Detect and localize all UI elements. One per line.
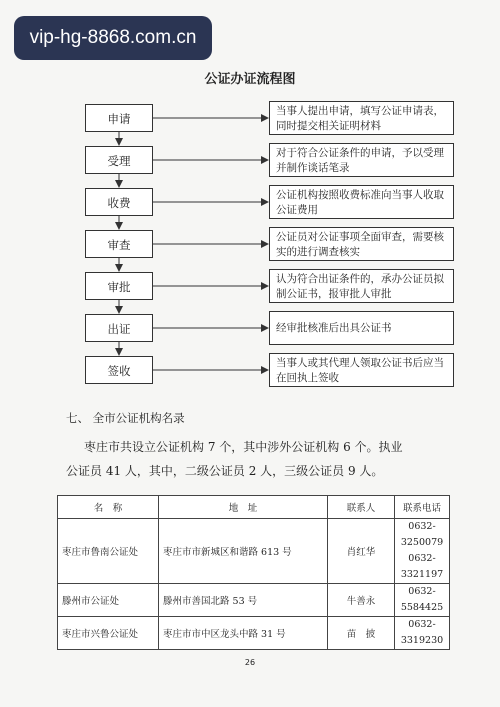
cell-name: 枣庄市兴鲁公证处 <box>58 617 159 650</box>
section-title: 七、 全市公证机构名录 <box>66 411 185 425</box>
flow-step-description-3: 公证机构按照收费标准向当事人收取公证费用 <box>269 185 454 219</box>
cell-address: 枣庄市市中区龙头中路 31 号 <box>159 617 328 650</box>
flow-step-4: 审查 <box>85 230 153 258</box>
header-phone: 联系电话 <box>395 496 450 519</box>
phone-number: 0632-5584425 <box>400 586 444 613</box>
flow-step-description-4: 公证员对公证事项全面审查，需要核实的进行调查核实 <box>269 227 454 261</box>
flow-step-description-5: 认为符合出证条件的，承办公证员拟制公证书，报审批人审批 <box>269 269 454 303</box>
flow-step-description-7: 当事人或其代理人领取公证书后应当在回执上签收 <box>269 353 454 387</box>
flow-step-5: 审批 <box>85 272 153 300</box>
page-number: 26 <box>244 658 256 667</box>
phone-number: 0632-3319230 <box>400 619 444 646</box>
flow-step-description-2: 对于符合公证条件的申请，予以受理并制作谈话笔录 <box>269 143 454 177</box>
cell-phone <box>395 519 450 584</box>
flow-step-3: 收费 <box>85 188 153 216</box>
cell-contact: 苗 披 <box>328 617 395 650</box>
phone-number: 0632-3321197 <box>400 553 444 580</box>
cell-name: 滕州市公证处 <box>58 584 159 617</box>
table-row <box>58 519 450 584</box>
watermark-banner: vip-hg-8868.com.cn <box>14 16 212 60</box>
paragraph-line-2: 公证员 41 人，其中，二级公证员 2 人，三级公证员 9 人。 <box>66 464 384 478</box>
cell-address: 枣庄市市新城区和谐路 613 号 <box>159 519 328 584</box>
flow-step-description-6: 经审批核准后出具公证书 <box>269 311 454 345</box>
header-address: 地 址 <box>159 496 328 519</box>
cell-contact: 牛善永 <box>328 584 395 617</box>
flow-step-7: 签收 <box>85 356 153 384</box>
phone-number: 0632-3250079 <box>400 521 444 548</box>
cell-name: 枣庄市鲁南公证处 <box>58 519 159 584</box>
flowchart-title: 公证办证流程图 <box>204 72 296 87</box>
flow-step-description-1: 当事人提出申请，填写公证申请表，同时提交相关证明材料 <box>269 101 454 135</box>
table-row <box>58 617 450 650</box>
paragraph-line-1: 枣庄市共设立公证机构 7 个，其中涉外公证机构 6 个。执业 <box>84 440 403 454</box>
flow-step-6: 出证 <box>85 314 153 342</box>
cell-address: 滕州市善国北路 53 号 <box>159 584 328 617</box>
header-name: 名 称 <box>58 496 159 519</box>
cell-phone <box>395 617 450 650</box>
table-row <box>58 584 450 617</box>
cell-phone <box>395 584 450 617</box>
cell-contact: 肖红华 <box>328 519 395 584</box>
table-header-row <box>58 496 450 519</box>
flow-step-1: 申请 <box>85 104 153 132</box>
flow-step-2: 受理 <box>85 146 153 174</box>
header-contact: 联系人 <box>328 496 395 519</box>
notary-directory-table <box>57 495 450 650</box>
